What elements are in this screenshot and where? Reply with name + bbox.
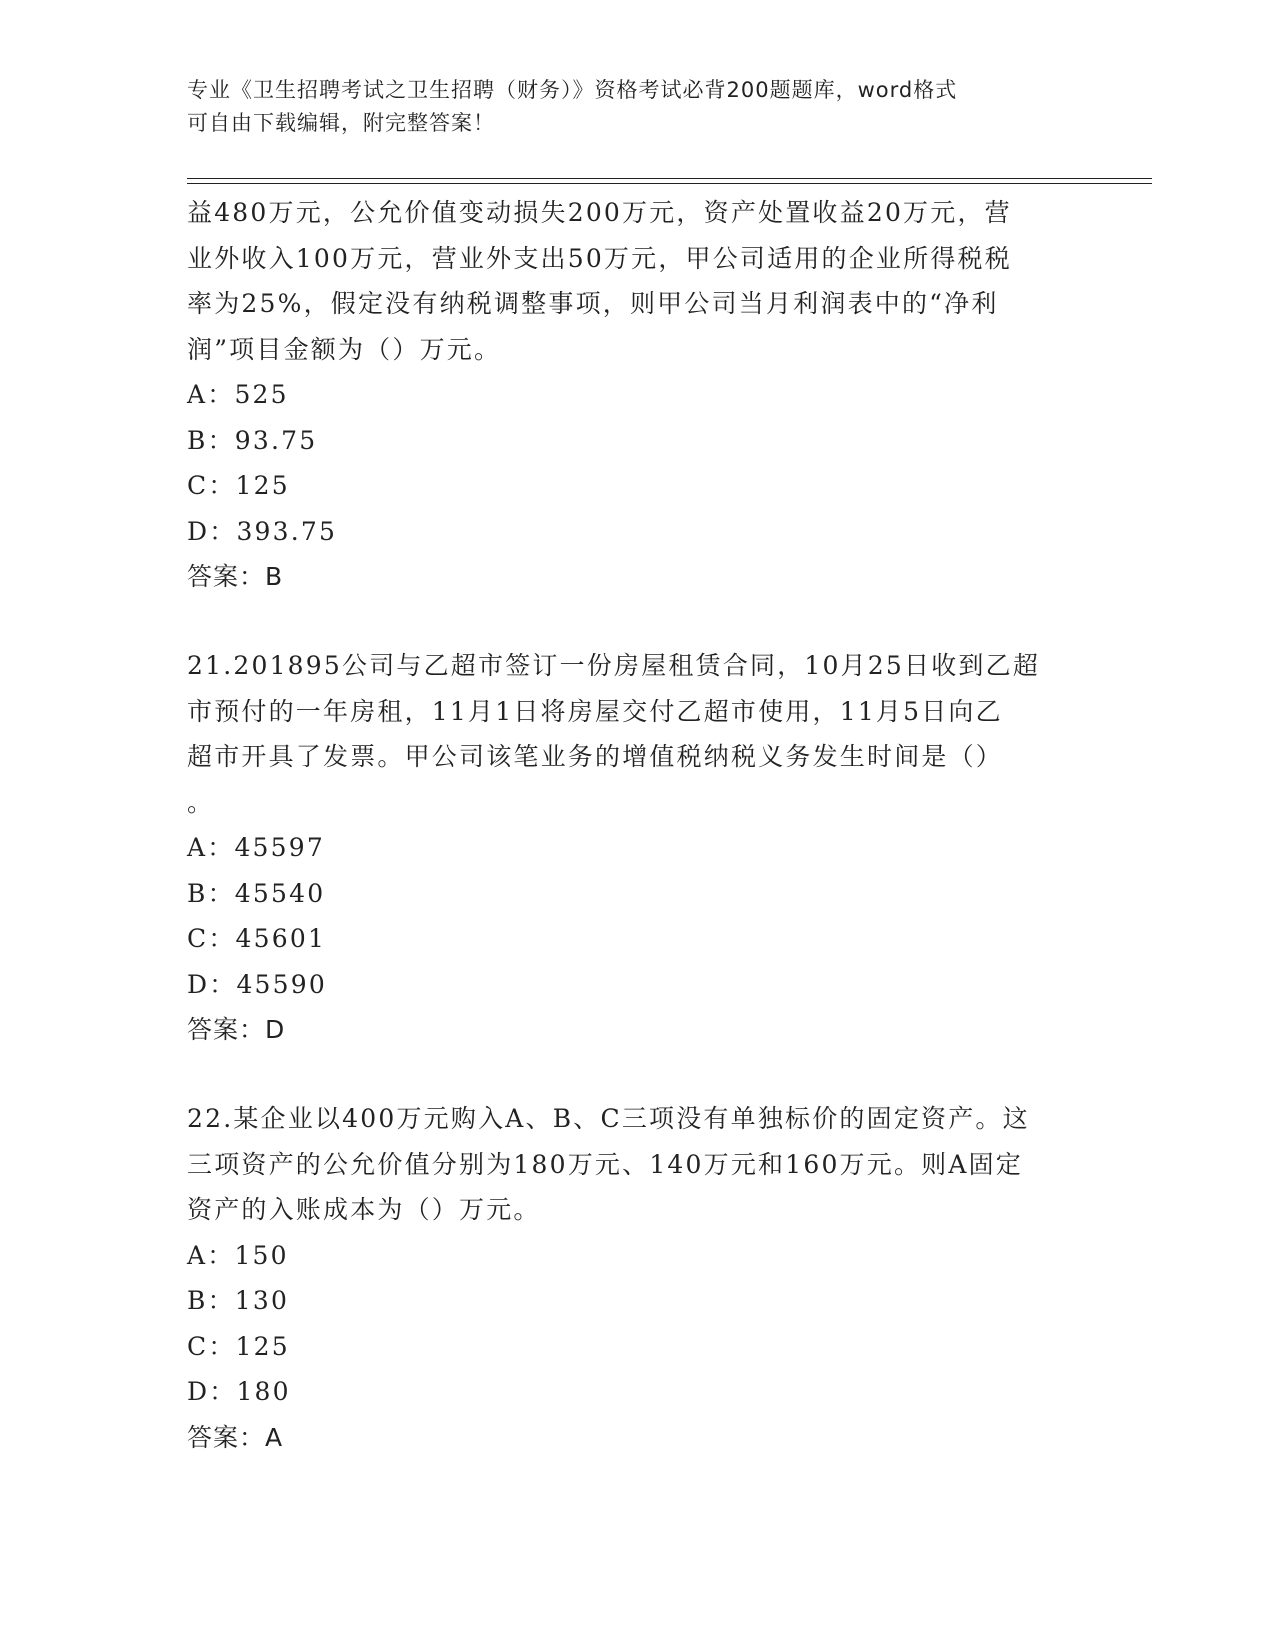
option-c: C：125 [187, 1331, 290, 1361]
question-text-line: 超市开具了发票。甲公司该笔业务的增值税纳税义务发生时间是（） [187, 742, 1004, 771]
option-b: B：130 [187, 1286, 290, 1315]
header-line-1: 专业《卫生招聘考试之卫生招聘（财务）》资格考试必背200题题库，word格式 [187, 78, 958, 102]
question-text-line: 润”项目金额为（）万元。 [187, 334, 502, 364]
answer-line: 答案：D [187, 1015, 286, 1044]
answer-line: 答案：B [187, 562, 284, 591]
question-20-text [187, 190, 1087, 372]
question-22-text [187, 1096, 1087, 1233]
option-a: A：525 [187, 380, 289, 409]
question-text-line: 率为25%，假定没有纳税调整事项，则甲公司当月利润表中的“净利 [187, 289, 999, 318]
header-divider-bottom [187, 183, 1152, 184]
option-a: A：150 [187, 1240, 289, 1270]
option-c: C：45601 [187, 924, 327, 953]
question-content [187, 190, 1087, 1460]
question-text-line: 资产的入账成本为（）万元。 [187, 1195, 541, 1224]
option-d: D：393.75 [187, 516, 338, 546]
option-a: A：45597 [187, 833, 325, 862]
question-text-line: 业外收入100万元，营业外支出50万元，甲公司适用的企业所得税税 [187, 243, 1012, 273]
question-text-line: 。 [187, 787, 215, 817]
question-text-line: 市预付的一年房租，11月1日将房屋交付乙超市使用，11月5日向乙 [187, 696, 1003, 726]
option-b: B：93.75 [187, 425, 318, 455]
answer-line: 答案：A [187, 1422, 284, 1452]
question-20 [187, 190, 1087, 599]
question-spacer [187, 599, 1087, 643]
question-spacer [187, 1052, 1087, 1096]
question-text-line: 益480万元，公允价值变动损失200万元，资产处置收益20万元，营 [187, 198, 1012, 227]
header-line-2: 可自由下载编辑，附完整答案！ [187, 111, 495, 135]
question-22 [187, 1096, 1087, 1460]
option-c: C：125 [187, 471, 290, 500]
question-text-line: 21.201895公司与乙超市签订一份房屋租赁合同，10月25日收到乙超 [187, 651, 1041, 680]
question-21-text [187, 643, 1087, 825]
question-text-line: 22.某企业以400万元购入A、B、C三项没有单独标价的固定资产。这 [187, 1104, 1030, 1133]
question-21 [187, 643, 1087, 1052]
option-d: D：180 [187, 1377, 291, 1406]
header-divider-top [187, 178, 1152, 179]
option-d: D：45590 [187, 969, 327, 999]
question-text-line: 三项资产的公允价值分别为180万元、140万元和160万元。则A固定 [187, 1149, 1024, 1179]
document-header [187, 74, 1067, 140]
option-b: B：45540 [187, 878, 326, 908]
